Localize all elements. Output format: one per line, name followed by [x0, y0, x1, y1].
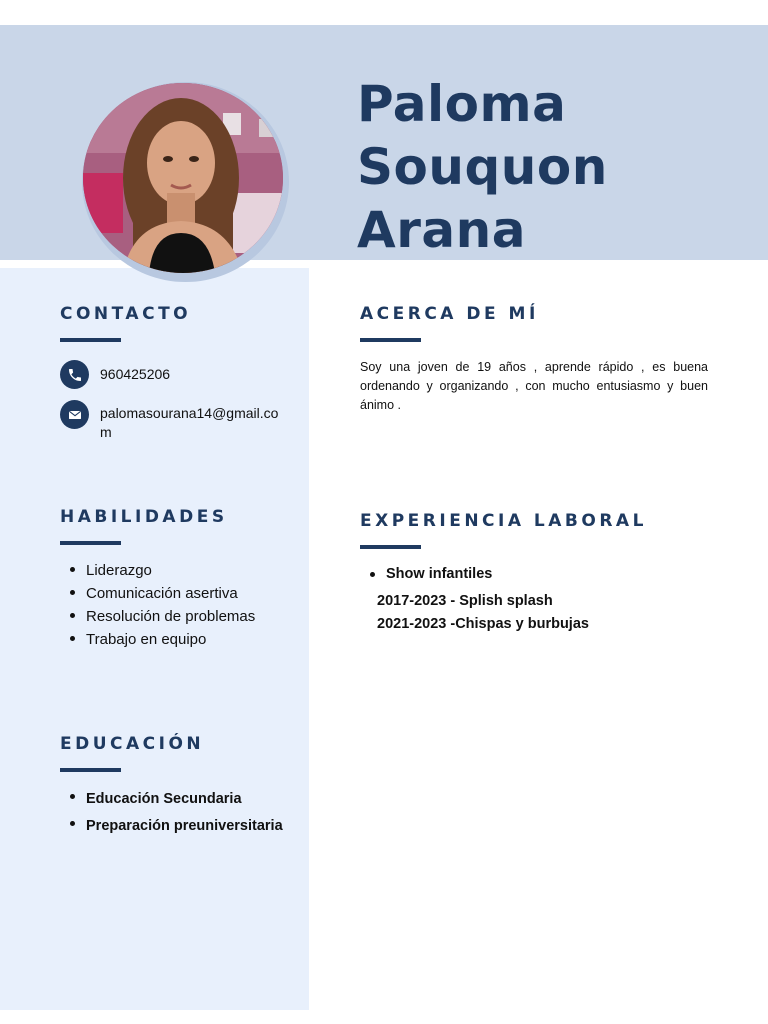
experience-title-rule: [360, 545, 421, 549]
skills-section-title: HABILIDADES: [60, 507, 228, 527]
list-item: Comunicación asertiva: [60, 582, 255, 605]
skills-title-rule: [60, 541, 121, 545]
name-line-1: Paloma: [357, 75, 567, 133]
experience-list: [360, 564, 492, 584]
experience-section-title: EXPERIENCIA LABORAL: [360, 511, 647, 531]
contact-title-rule: [60, 338, 121, 342]
profile-photo-illustration: [83, 83, 283, 273]
name-line-2: Souquon: [357, 138, 608, 196]
contact-email-row: [60, 400, 280, 442]
about-title-rule: [360, 338, 421, 342]
list-item: Preparación preuniversitaria: [60, 813, 283, 840]
list-item: Liderazgo: [60, 559, 255, 582]
education-section-title: EDUCACIÓN: [60, 734, 205, 754]
name-line-3: Arana: [357, 201, 526, 259]
list-item: Show infantiles: [360, 564, 492, 584]
candidate-name: [357, 73, 757, 262]
about-section-title: ACERCA DE MÍ: [360, 304, 539, 324]
mail-icon: [60, 400, 89, 429]
contact-section-title: CONTACTO: [60, 304, 192, 324]
education-title-rule: [60, 768, 121, 772]
education-list: [60, 786, 283, 840]
skills-list: [60, 559, 255, 651]
phone-icon: [60, 360, 89, 389]
email-address[interactable]: palomasourana14@gmail.com: [100, 405, 279, 440]
phone-number: 960425206: [100, 366, 171, 382]
about-text: Soy una joven de 19 años , aprende rápido , es buena ordenando y organizando , con mucho entusiasmo y buen ánimo .: [360, 360, 708, 412]
experience-entry-2: 2021-2023 -Chispas y burbujas: [377, 616, 589, 632]
list-item: Resolución de problemas: [60, 605, 255, 628]
list-item: Educación Secundaria: [60, 786, 283, 813]
experience-entry-1: 2017-2023 - Splish splash: [377, 593, 553, 609]
list-item: Trabajo en equipo: [60, 628, 255, 651]
contact-phone-row: [60, 360, 170, 389]
profile-photo: [83, 83, 283, 273]
